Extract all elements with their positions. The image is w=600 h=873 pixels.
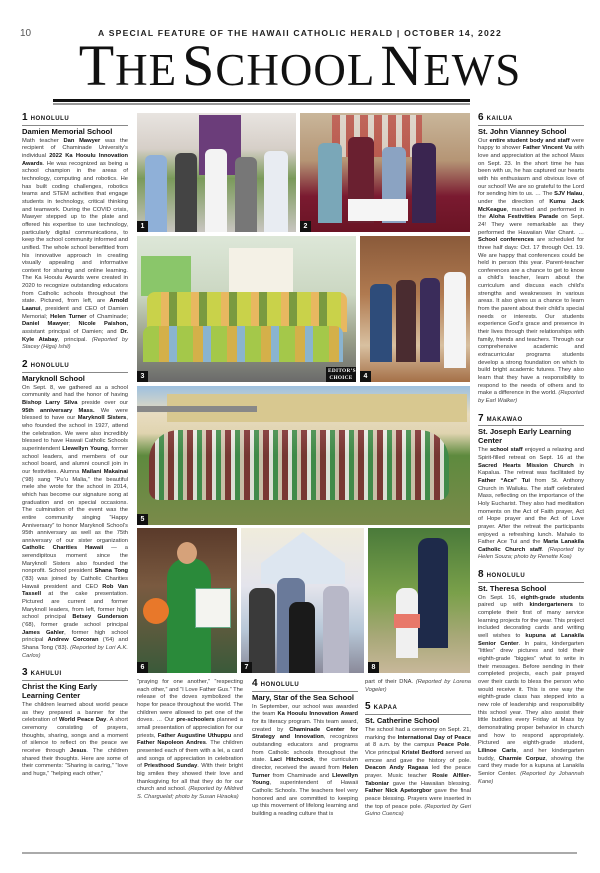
- section-number: 7: [478, 412, 484, 424]
- article-3-part: [22, 668, 128, 778]
- section-body: On Sept. 8, we gathered as a school community and had the honor of having Bishop Larry Silva preside over our 95th anniversary Mass. We were blessed to have our Maryknoll Sisters, who founded the school in 1927, attend the celebration. We were also incredibly blessed to have Hawaii Catholic Schools superintendent Llewellyn Young, former school leaders, and members of our school board, and alumni council join in our festivities. Alumna Mailani Makainai (’98) sang “Pu‘u Malia,” the beautiful mele she wrote for the school in 2014, which has become our signature song at graduation and on special occasions. The culmination of the event was the entire community singing “Happy Anniversary” to honor Maryknoll School’s 95th anniversary as well as the 75th anniversary of our sister organization Catholic Charities Hawaii — a serendipitous moment since the Maryknoll Sisters also founded the nonprofit. School president Shana Tong (’83) was joined by Catholic Charities Hawaii president and CEO Rob Van Tassell at the cake presentation. Pictured are current and former Maryknoll leaders, from left, former high school principal Betsey Gunderson (’68), former grade school principal James Gahler, former high school principal Andrew Corcoran (’64) and Shana Tong (’83). (Reported by Lori A.K. Carlos): [22, 384, 129, 659]
- photo-1: [137, 113, 296, 232]
- priest: [444, 272, 466, 368]
- masthead-letter: N: [380, 33, 424, 98]
- masthead-letter: S: [182, 33, 216, 98]
- masthead-letters: EWS: [423, 45, 522, 95]
- photo-8: [368, 528, 470, 673]
- photo-5: [137, 386, 470, 525]
- person: [370, 284, 392, 362]
- section-number: 1: [22, 112, 28, 123]
- section-body: On Sept. 16, eighth-grade students paired up with kindergarteners to complete their first of many service learning projects for the year. This project included decorating cards and writing well wishes to kupuna at Lanakila Senior Center. In pairs, kindergarten “littles” drew pictures and told their eighth-grade “biggies” what to write in their messages. Before sending in their completed projects, each pair prayed over their cards to bless the person who would receive it. This is one way the eighth-grade class has stepped into a new role of leadership and responsibility this school year. They also assist their little buddies every Friday at Mass by demonstrating proper behavior in church and how to respond appropriately. Pictured are eighth-grade student, Lilinoe Caris, and her kindergarten buddy, Charmie Corpuz, showing the card they made for a kupuna at Lanakila Senior Center. (Reported by Johannah Kane): [478, 594, 585, 785]
- section-body: In September, our school was awarded the team Ka Hooulu Innovation Award for its literacy program. This team award, created by Chaminade Center for Strategy and Innovation, recognizes outstanding educators and programs from Catholic schools throughout the state. Laci Hitchcock, the curriculum director, received the award from Helen Turner from Chaminade and Llewellyn Young, superintendent of Hawaii Catholic Schools. The teachers feel very honored and are committed to keeping up this movement of lifelong learning and building a reading culture that is: [252, 703, 358, 817]
- section-body: The children learned about world peace as they prepared a banner for the celebration of World Peace Day. A short ceremony consisting of prayers, thoughts, sharing, songs and a moment of silence to reflect on the peace we receive through Jesus. The children shared their thoughts. Here are some of their comments: “Sharing is caring,” “love and hugs,” “helping each other,”: [22, 701, 128, 777]
- photo-number-badge: 4: [360, 371, 371, 382]
- column-mid-left: [137, 679, 243, 810]
- bottom-rule: [22, 852, 577, 854]
- church-gable: [261, 532, 345, 584]
- section-body-continued: “praying for one another,” “respecting each other,” and “I Love Father Gus.” The release of the doves symbolized the hope for peace throughout the world. The children were allowed to pet one of the doves. … Our pre-schoolers planned a small presentation of appreciation for our priests, Father Augustine Uthuppu and Father Napoleon Andres. The children presented each of them with a lei, a card and songs of appreciation in celebration of Priesthood Sunday. With their bright big smiles they showed their love and thanksgiving for all that they do for our church and school. (Reported by Mildred S. Charguelaf; photo by Susan Hiraoka): [137, 679, 244, 800]
- section-number: 8: [478, 569, 484, 581]
- section-header: [252, 679, 358, 692]
- masthead-rule: [53, 99, 470, 102]
- column-mid-right: [365, 679, 471, 827]
- editors-choice-tag: EDITOR’S CHOICE: [328, 368, 356, 381]
- section-number: 5: [365, 701, 371, 713]
- column-left: [22, 113, 128, 787]
- photo-6: [137, 528, 237, 673]
- photo-number-badge: 2: [300, 221, 311, 232]
- section-number: 3: [22, 667, 28, 679]
- photo-number-badge: 6: [137, 662, 148, 673]
- column-right: [478, 113, 584, 794]
- section-header: [22, 668, 128, 681]
- person: [145, 155, 167, 232]
- section-number: 2: [22, 359, 28, 371]
- section-title: St. Theresa School: [478, 583, 547, 593]
- section-location: HONOLULU: [486, 573, 526, 580]
- section-location: KAPAA: [373, 705, 398, 712]
- section-header: [365, 702, 471, 715]
- photo-number-badge: 8: [368, 662, 379, 673]
- face: [177, 542, 197, 564]
- section-body: Our entire student body and staff were happy to shower Father Vincent Vu with love and appreciation at the school Mass on Sept. 23. In the short time he has been with us, he has captured our hearts with his enthusiasm and obvious love of our school! We are so grateful to the Lord for sending him to us. … The SJV Halau, under the direction of Kumu Jack McKeague, marched and performed in the Aloha Festivities Parade on Sept. 24! They were remarkable as they performed the Hawaiian War Chant. … School conferences are scheduled for three half days: Oct. 17 through Oct. 19. We are happy that conferences could be held in person this year. Parent-teacher conferences are a chance to get to know a child’s teacher, learn about the curriculum and discuss each child’s strengths and weaknesses in various areas. It also gives us a chance to learn from the parent about their child’s special needs or interests. Our students experience God’s grace and presence in their lives through their relationships with family, friends and teachers. Through our comprehensive academic and extracurricular programs students develop a strong foundation on which to build bright academic futures. They also learn that they have a responsibility to respond to the needs of others and to make a difference in the world. (Reported by Earl Walker): [478, 137, 585, 404]
- photo-number-badge: 7: [241, 662, 252, 673]
- section-location: HONOLULU: [30, 363, 70, 370]
- article-7: [478, 414, 584, 563]
- photo-3: [137, 236, 356, 382]
- section-body: Math teacher Dan Mawyer was the recipient of Chaminade University’s individual 2022 Ka Hooulu Innovation Awards. He was recognized as being a school champion in the areas of technology, computing and robotics. He has built coding challenges, robotics teams and STEM activities that engage students in technology, critical thinking and teamwork. During the COVID crisis, Mawyer stepped up to the plate and offered his expertise to use technology, particularly digital communications, to keep the school community informed and unified. The whole school benefitted from his innovative approach in creating visually appealing and informative content for sharing and online learning. The Ka Hooulu Awards were created in 2020 to recognize outstanding educators from Catholic schools throughout the state. Pictured, from left, are Arnold Laanui, president and CEO of Damien Memorial; Helen Turner of Chaminade; Daniel Mawyer; Nicole Paishon, assistant principal of Damien; and Dr. Kyle Atabay, principal. (Reported by Stacey (Higa) Ishii): [22, 137, 129, 351]
- backdrop: [332, 115, 422, 157]
- masthead-letter: T: [78, 33, 116, 98]
- school-group: [149, 430, 449, 500]
- section-title: Mary, Star of the Sea School: [252, 692, 354, 702]
- section-location: HONOLULU: [260, 682, 300, 688]
- masthead-letters: HE: [115, 45, 178, 95]
- person: [205, 149, 227, 232]
- anniversary-cake: [348, 199, 408, 221]
- article-8: [478, 570, 584, 786]
- section-number: 4: [252, 678, 258, 689]
- person: [175, 153, 197, 232]
- photo-number-badge: 1: [137, 221, 148, 232]
- article-6: [478, 113, 584, 406]
- person: [396, 280, 416, 362]
- photo-number-badge: 5: [137, 514, 148, 525]
- section-title: Christ the King Early Learning Center: [22, 681, 98, 700]
- masthead-letters: CHOOL: [215, 45, 376, 95]
- person: [323, 586, 349, 673]
- section-header: [478, 113, 584, 126]
- photo-2: [300, 113, 470, 232]
- section-title: St. Catherine School: [365, 715, 440, 725]
- article-3-cont: [137, 679, 243, 802]
- photo-7: [241, 528, 364, 673]
- section-number: 6: [478, 112, 484, 123]
- person: [235, 157, 257, 232]
- section-header: [22, 360, 128, 373]
- person: [318, 143, 342, 223]
- section-title: St. John Vianney School: [478, 126, 567, 136]
- person: [412, 143, 436, 223]
- section-header: [22, 113, 128, 126]
- section-title: Damien Memorial School: [22, 126, 113, 136]
- person: [420, 278, 440, 362]
- covered-walkway: [137, 406, 257, 412]
- section-title: St. Joseph Early Learning Center: [478, 427, 572, 446]
- section-header: [478, 414, 584, 427]
- photo-number-badge: 3: [137, 371, 148, 382]
- section-body-continued: part of their DNA. (Reported by Lorena Vogeler): [365, 679, 471, 693]
- page-number: 10: [20, 28, 32, 39]
- classroom-decor: [141, 256, 191, 296]
- article-2: [22, 360, 128, 660]
- article-5: [365, 702, 471, 819]
- article-4-cont: [365, 679, 471, 694]
- section-location: KAILUA: [486, 116, 513, 122]
- person: [289, 602, 315, 673]
- kicker-line: A SPECIAL FEATURE OF THE HAWAII CATHOLIC HERALD | OCTOBER 14, 2022: [98, 28, 502, 38]
- section-title: Maryknoll School: [22, 373, 85, 383]
- photo-4: [360, 236, 470, 382]
- card: [394, 614, 420, 628]
- children-seated: [143, 326, 343, 362]
- student-older: [418, 538, 448, 648]
- person: [264, 151, 288, 232]
- article-4: [252, 679, 358, 819]
- section-header: [478, 570, 584, 583]
- column-mid: [252, 679, 358, 827]
- card: [195, 588, 231, 628]
- section-location: HONOLULU: [30, 116, 70, 122]
- section-location: KAHULUI: [30, 671, 62, 678]
- section-location: MAKAWAO: [486, 416, 523, 423]
- article-1: [22, 113, 128, 352]
- ball: [143, 598, 169, 624]
- section-body: The school staff enjoyed a relaxing and Spirit-filled retreat on Sept. 16 at the Sacred Hearts Mission Church in Kapalua. The retreat was facilitated by Father “Ace” Tui from St. Anthony Church in Wailuku. The staff celebrated Mass, reflecting on the importance of the Holy Eucharist. They also had meditation moments on the Act of Faith prayer, Act of Hope prayer and the Act of Love prayer. After the retreat the participants enjoyed a refreshing lunch. Mahalo to Father Ace Tui and the Maria Lanakila Catholic Church staff. (Reported by Helen Souza; photo by Renette Koa): [478, 447, 585, 561]
- masthead-subrule: [53, 103, 470, 105]
- person: [249, 588, 275, 673]
- section-body: The school had a ceremony on Sept. 21, marking the International Day of Peace at 8 a.m. by the campus Peace Pole. Vice principal Kristel Bedford served as emcee and gave the history of pole. Deacon Andy Ragasa led the peace prayer. Music teacher Rosie Alfiler-Taboniar gave the Hawaiian blessing. Father Nick Apetorgbor gave the final peace blessing. Prayers were inserted in the top of peace pole. (Reported by Geri Guino Cuenca): [365, 726, 471, 818]
